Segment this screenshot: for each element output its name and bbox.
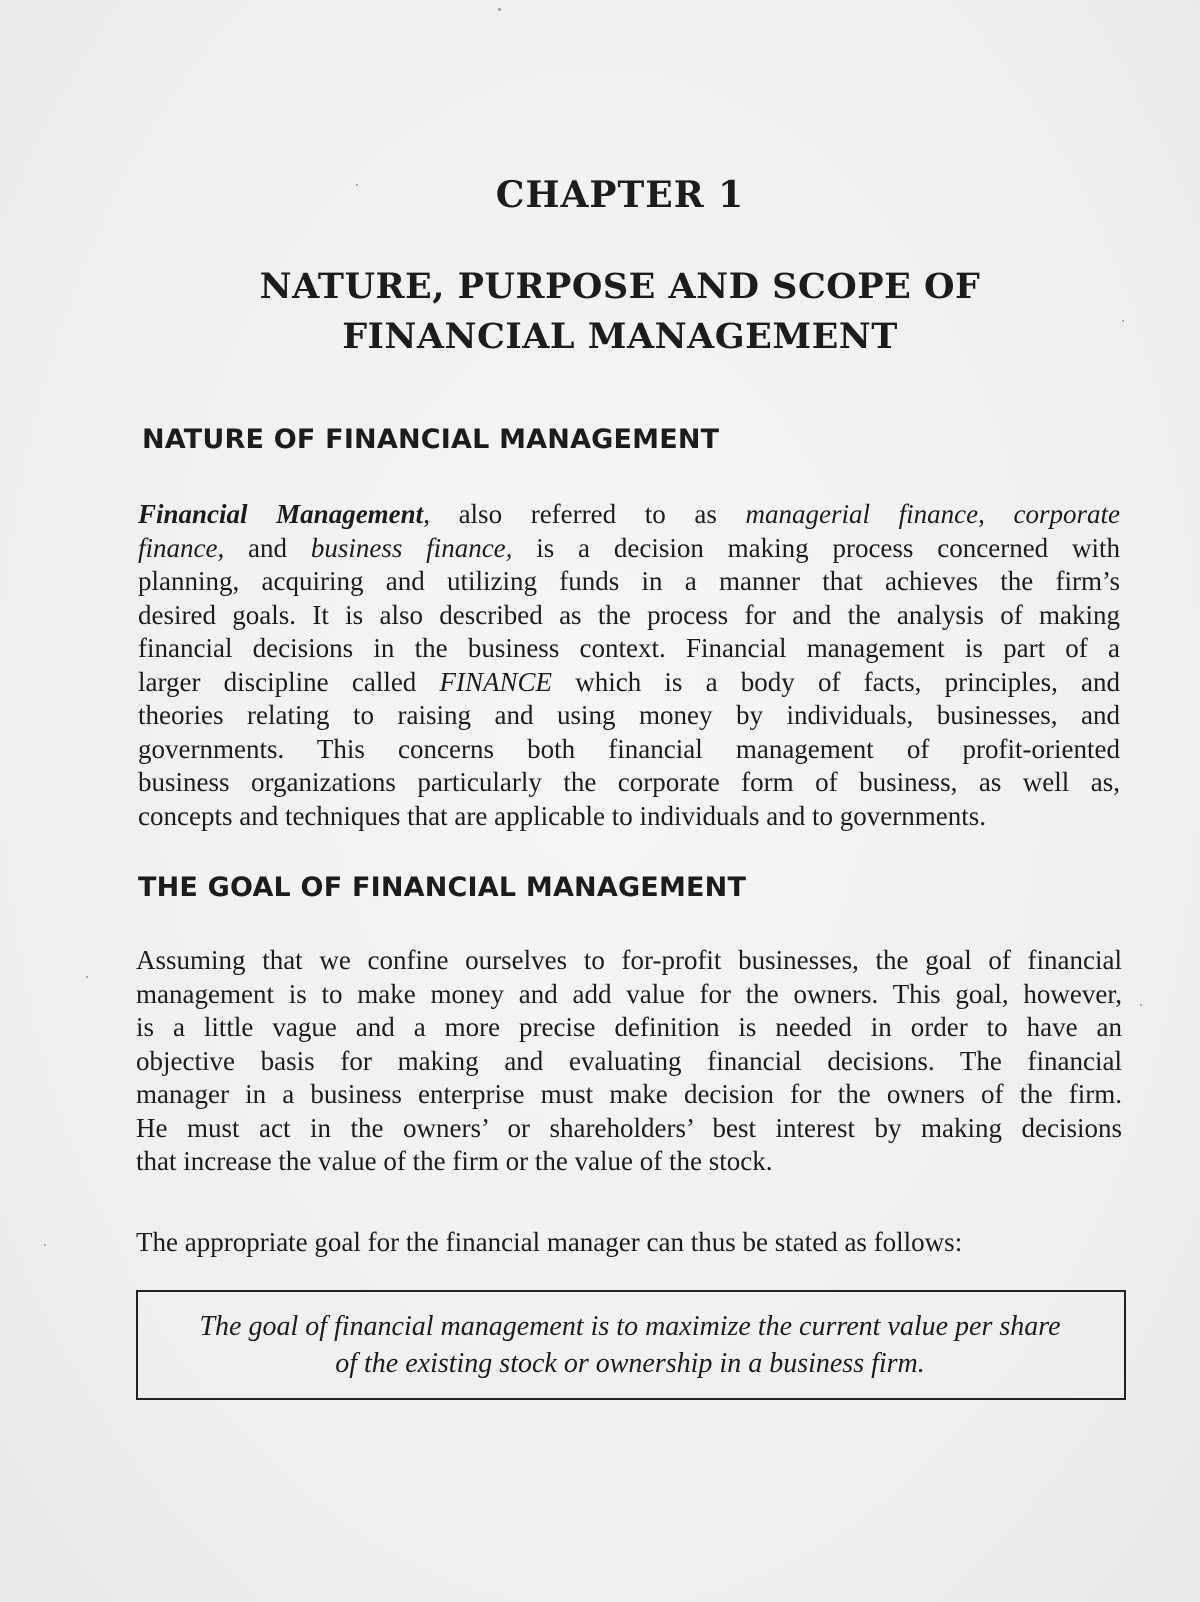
- text-line: management is to make money and add value for the owners. This goal, however,: [136, 978, 1122, 1009]
- text-fragment: , also referred to as: [423, 499, 746, 529]
- text-line: financial decisions in the business context. Financial management is part of a: [138, 633, 1120, 663]
- chapter-title: [180, 262, 1060, 362]
- term-business-finance: business finance,: [310, 532, 513, 563]
- scan-speck: [498, 8, 501, 11]
- term-financial-management: Financial Management: [138, 499, 424, 529]
- chapter-title-line-2: FINANCIAL MANAGEMENT: [342, 316, 898, 357]
- term-managerial-finance: managerial finance, corporate: [745, 499, 1121, 529]
- paragraph-followup: [136, 1226, 1122, 1260]
- goal-statement-line-2: of the existing stock or ownership in a business firm.: [335, 1348, 925, 1379]
- text-line: Assuming that we confine ourselves to for-profit businesses, the goal of financial: [136, 945, 1122, 975]
- term-finance-caps: FINANCE: [439, 666, 553, 697]
- text-fragment: and: [224, 532, 311, 563]
- text-line: planning, acquiring and utilizing funds in a manner that achieves the firm’s: [138, 566, 1120, 596]
- text-line: that increase the value of the firm or the value of the stock.: [136, 1146, 773, 1176]
- text-line: governments. This concerns both financial management of profit-oriented: [138, 733, 1120, 764]
- term-finance: finance,: [138, 532, 225, 563]
- scan-speck: [1140, 1004, 1142, 1006]
- text-line: [138, 498, 1120, 532]
- paragraph-nature: [138, 498, 1120, 833]
- text-line: The appropriate goal for the financial manager can thus be stated as follows:: [136, 1227, 963, 1257]
- scan-speck: [1122, 320, 1124, 322]
- text-line: desired goals. It is also described as the process for and the analysis of making: [138, 599, 1120, 630]
- text-line: concepts and techniques that are applicable to individuals and to governments.: [138, 800, 986, 831]
- scan-speck: [86, 976, 88, 978]
- scan-speck: [44, 1244, 46, 1246]
- text-line: [138, 532, 1120, 566]
- paragraph-goal: [136, 944, 1122, 1179]
- section-heading-goal: THE GOAL OF FINANCIAL MANAGEMENT: [138, 872, 747, 903]
- text-line: business organizations particularly the corporate form of business, as well as,: [138, 767, 1120, 797]
- chapter-title-line-1: NATURE, PURPOSE AND SCOPE OF: [259, 266, 981, 307]
- goal-statement: [150, 1308, 1110, 1382]
- text-line: manager in a business enterprise must make decision for the owners of the firm.: [136, 1079, 1122, 1109]
- text-line: He must act in the owners’ or shareholders’ best interest by making decisions: [136, 1112, 1122, 1143]
- text-fragment: is a decision making process concerned with: [512, 532, 1120, 563]
- goal-statement-line-1: The goal of financial management is to maximize the current value per share: [199, 1311, 1061, 1342]
- text-line: [138, 666, 1120, 700]
- section-heading-nature: NATURE OF FINANCIAL MANAGEMENT: [142, 424, 720, 455]
- text-fragment: which is a body of facts, principles, and: [552, 666, 1121, 697]
- text-fragment: larger discipline called: [138, 666, 440, 697]
- text-line: objective basis for making and evaluating financial decisions. The financial: [136, 1045, 1122, 1076]
- text-line: theories relating to raising and using money by individuals, businesses, and: [138, 700, 1120, 730]
- chapter-label: CHAPTER 1: [495, 174, 745, 216]
- text-line: is a little vague and a more precise definition is needed in order to have an: [136, 1012, 1122, 1042]
